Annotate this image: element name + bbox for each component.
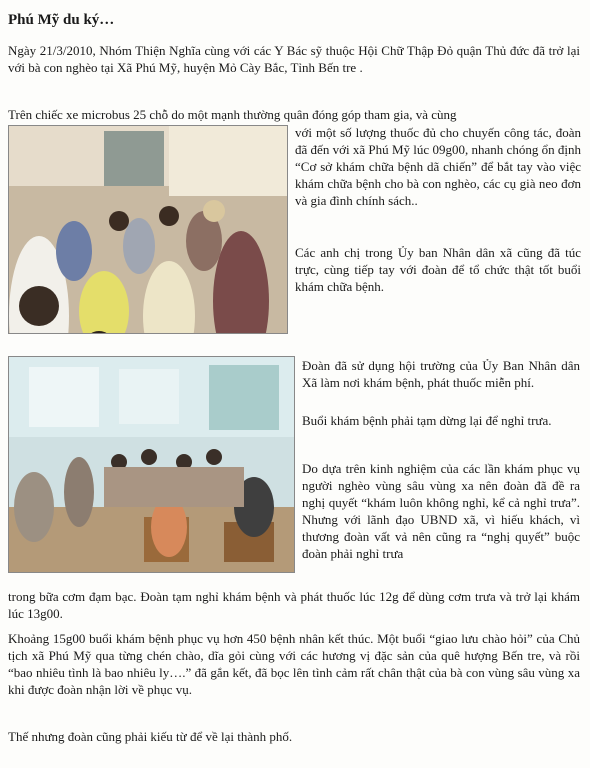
paragraph-committee: Các anh chị trong Ủy ban Nhân dân xã cũng đã túc trực, cùng tiếp tay với đoàn để tổ chức thật tốt buổi khám chữa bệnh. bbox=[295, 245, 581, 294]
paragraph-intro: Ngày 21/3/2010, Nhóm Thiện Nghĩa cùng với các Y Bác sỹ thuộc Hội Chữ Thập Đỏ quận Thủ đức đã trở lại với bà con nghèo tại Xã Phú Mỹ, huyện Mỏ Cày Bắc, Tỉnh Bến tre . bbox=[8, 43, 580, 75]
paragraph-microbus-line1: Trên chiếc xe microbus 25 chỗ do một mạnh thường quân đóng góp tham gia, và cùng bbox=[8, 107, 457, 122]
paragraph-lunch: trong bữa cơm đạm bạc. Đoàn tạm nghỉ khám bệnh và phát thuốc lúc 12g để dùng cơm trưa và trở lại khám lúc 13g00. bbox=[8, 589, 580, 621]
paragraph-farewell: Thế nhưng đoàn cũng phải kiếu từ để về lại thành phố. bbox=[8, 729, 293, 744]
paragraph-resolution: Do dựa trên kinh nghiệm của các lần khám phục vụ người nghèo vùng sâu vùng xa nên đoàn đã đề ra nghị quyết “khám luôn không nghỉ, kể cả nghỉ trưa”. Nhưng với lãnh đạo UBND xã, vì hiếu khách, vì thương đoàn vất vả nên cũng ra “nghị quyết” buộc đoàn phải nghỉ trưa bbox=[302, 461, 580, 561]
paragraph-microbus-rest: với một số lượng thuốc đủ cho chuyến công tác, đoàn đã đến với xã Phú Mỹ lúc 09g00, nhanh chóng ổn định “Cơ sở khám chữa bệnh dã chiến” để bắt tay vào việc khám chữa bệnh cho bà con nghèo, các cụ già neo đơn và gia đình chính sách.. bbox=[295, 125, 581, 208]
paragraph-break: Buổi khám bệnh phải tạm dừng lại để nghỉ trưa. bbox=[302, 413, 552, 428]
page-title: Phú Mỹ du ký… bbox=[8, 12, 115, 28]
paragraph-closing: Khoảng 15g00 buổi khám bệnh phục vụ hơn 450 bệnh nhân kết thúc. Một buổi “giao lưu chào hỏi” của Chủ tịch xã Phú Mỹ qua từng chén chào, dĩa gỏi cùng với các hương vị đặc sản của quê hượng Bến tre, và rồi “bao nhiêu tình là bao nhiêu ly….” đã gắn kết, đã bọc lên tình cảm rất chân thật của bà con vùng sâu vùng xa khi được đoàn nhận lời về phục vụ. bbox=[8, 631, 580, 697]
photo-crowd-waiting bbox=[8, 125, 288, 334]
photo-hall-patients bbox=[8, 356, 295, 573]
paragraph-hall: Đoàn đã sử dụng hội trường của Ủy Ban Nhân dân Xã làm nơi khám bệnh, phát thuốc miễn phí. bbox=[302, 358, 580, 390]
